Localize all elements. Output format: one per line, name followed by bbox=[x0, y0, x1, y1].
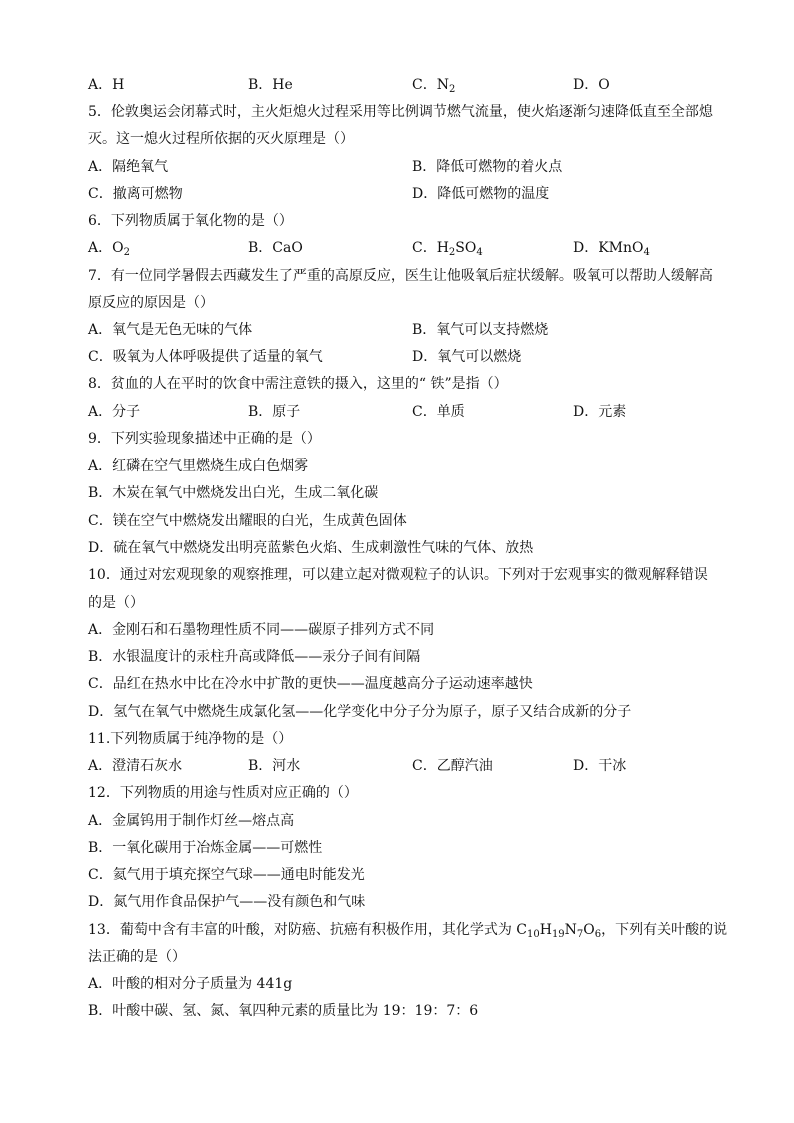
q11-option-d: D．干冰 bbox=[573, 758, 627, 774]
q6-option-b: B．CaO bbox=[248, 240, 303, 256]
q10-option-b: B．水银温度计的汞柱升高或降低——汞分子间有间隔 bbox=[88, 649, 421, 665]
q7-option-a: A．氧气是无色无味的气体 bbox=[88, 322, 253, 338]
q12-option-c: C．氦气用于填充探空气球——通电时能发光 bbox=[88, 867, 365, 883]
q6-option-c: C．$H_2SO_4$ bbox=[412, 240, 483, 258]
q13-option-b: B．叶酸中碳、氢、氮、氧四种元素的质量比为 19：19：7：6 bbox=[88, 1003, 479, 1019]
q8-option-b: B．原子 bbox=[248, 404, 301, 420]
q11-option-a: A．澄清石灰水 bbox=[88, 758, 183, 774]
q7-stem-line2: 原反应的原因是（） bbox=[88, 295, 214, 311]
q8-option-c: C．单质 bbox=[412, 404, 465, 420]
q5-stem-line1: 5．伦敦奥运会闭幕式时，主火炬熄火过程采用等比例调节燃气流量，使火焰逐渐匀速降低直至全部熄 bbox=[88, 104, 713, 120]
q11-stem: 11.下列物质属于纯净物的是（） bbox=[88, 731, 293, 747]
q11-option-c: C．乙醇汽油 bbox=[412, 758, 493, 774]
q7-option-b: B．氧气可以支持燃烧 bbox=[412, 322, 549, 338]
q9-stem: 9．下列实验现象描述中正确的是（） bbox=[88, 431, 321, 447]
q12-option-a: A．金属钨用于制作灯丝—熔点高 bbox=[88, 813, 295, 829]
q5-option-b: B．降低可燃物的着火点 bbox=[412, 159, 563, 175]
q10-option-a: A．金刚石和石墨物理性质不同——碳原子排列方式不同 bbox=[88, 622, 435, 638]
q5-option-a: A．隔绝氧气 bbox=[88, 159, 169, 175]
q9-option-b: B．木炭在氧气中燃烧发出白光，生成二氧化碳 bbox=[88, 485, 379, 501]
q10-option-c: C．品红在热水中比在冷水中扩散的更快——温度越高分子运动速率越快 bbox=[88, 676, 533, 692]
q13-stem-line2: 法正确的是（） bbox=[88, 949, 186, 965]
q7-option-d: D．氧气可以燃烧 bbox=[412, 349, 522, 365]
q10-stem-line2: 的是（） bbox=[88, 595, 144, 611]
q6-option-a: A．$O_2$ bbox=[88, 240, 130, 258]
q13-option-a: A．叶酸的相对分子质量为 441g bbox=[88, 976, 293, 992]
q4-option-c: C．$N_2$ bbox=[412, 77, 456, 95]
q5-option-c: C．撤离可燃物 bbox=[88, 186, 183, 202]
q13-stem-line1: 13．葡萄中含有丰富的叶酸，对防癌、抗癌有积极作用，其化学式为 $C_{10}H_{19}N_7O_6$，下列有关叶酸的说 bbox=[88, 922, 728, 940]
q4-option-b: B．He bbox=[248, 77, 293, 93]
q12-option-d: D．氮气用作食品保护气——没有颜色和气味 bbox=[88, 894, 366, 910]
q7-stem-line1: 7．有一位同学暑假去西藏发生了严重的高原反应，医生让他吸氧后症状缓解。吸氧可以帮助人缓解高 bbox=[88, 268, 713, 284]
q9-option-c: C．镁在空气中燃烧发出耀眼的白光，生成黄色固体 bbox=[88, 513, 407, 529]
q11-option-b: B．河水 bbox=[248, 758, 301, 774]
q9-option-d: D．硫在氧气中燃烧发出明亮蓝紫色火焰、生成刺激性气味的气体、放热 bbox=[88, 540, 534, 556]
q4-option-d: D．O bbox=[573, 77, 610, 93]
q8-option-a: A．分子 bbox=[88, 404, 141, 420]
q7-option-c: C．吸氧为人体呼吸提供了适量的氧气 bbox=[88, 349, 323, 365]
q6-option-d: D．KMnO$_4$ bbox=[573, 240, 650, 258]
q5-stem-line2: 灭。这一熄火过程所依据的灭火原理是（） bbox=[88, 131, 354, 147]
q4-option-a: A．H bbox=[88, 77, 125, 93]
q8-stem: 8．贫血的人在平时的饮食中需注意铁的摄入，这里的“ 铁”是指（） bbox=[88, 376, 508, 392]
q10-option-d: D．氢气在氧气中燃烧生成氯化氢——化学变化中分子分为原子，原子又结合成新的分子 bbox=[88, 704, 632, 720]
q10-stem-line1: 10．通过对宏观现象的观察推理，可以建立起对微观粒子的认识。下列对于宏观事实的微观解释错误 bbox=[88, 567, 708, 583]
q9-option-a: A．红磷在空气里燃烧生成白色烟雾 bbox=[88, 458, 309, 474]
q12-option-b: B．一氧化碳用于冶炼金属——可燃性 bbox=[88, 840, 323, 856]
q5-option-d: D．降低可燃物的温度 bbox=[412, 186, 550, 202]
q12-stem: 12．下列物质的用途与性质对应正确的（） bbox=[88, 785, 358, 801]
q6-stem: 6．下列物质属于氧化物的是（） bbox=[88, 213, 293, 229]
q8-option-d: D．元素 bbox=[573, 404, 627, 420]
